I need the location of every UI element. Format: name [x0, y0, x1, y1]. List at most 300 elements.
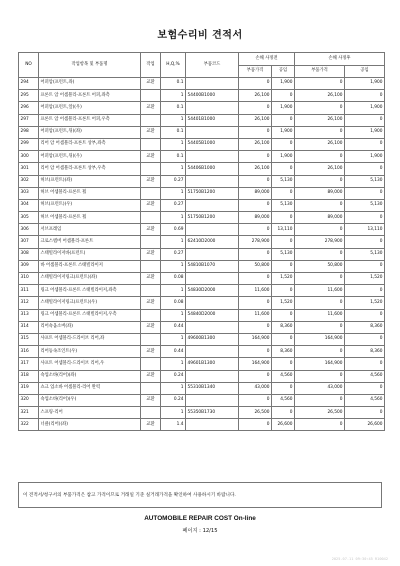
- cell-work-type: [141, 114, 161, 126]
- cell-after-part-price: 26,100: [295, 114, 345, 126]
- cell-no: 306: [19, 224, 39, 236]
- cell-part-code: [186, 321, 239, 333]
- table-row: [19, 285, 385, 297]
- cell-no: 308: [19, 248, 39, 260]
- cell-quantity: 1: [161, 407, 186, 419]
- cell-item-name: 쇽업소바(리어)(좌): [39, 370, 141, 382]
- cell-after-labor: 0: [345, 114, 385, 126]
- cell-quantity: 1: [161, 163, 186, 175]
- cell-after-labor: 0: [345, 382, 385, 394]
- cell-after-part-price: 0: [295, 102, 345, 114]
- table-header: [19, 53, 385, 78]
- table-body: [19, 78, 385, 431]
- cell-no: 303: [19, 187, 39, 199]
- cell-work-type: 교환: [141, 175, 161, 187]
- cell-after-part-price: 164,900: [295, 358, 345, 370]
- cell-item-name: 허브 어셈블리-프론트 휠: [39, 212, 141, 224]
- cell-before-part-price: 0: [239, 297, 272, 309]
- cell-no: 302: [19, 175, 39, 187]
- header-work: 작업: [141, 53, 161, 78]
- table-row: [19, 297, 385, 309]
- cell-after-part-price: 0: [295, 297, 345, 309]
- cell-part-code: 54840D2000: [186, 309, 239, 321]
- cell-work-type: 교환: [141, 297, 161, 309]
- cell-quantity: 0.1: [161, 78, 186, 90]
- cell-no: 322: [19, 419, 39, 431]
- cell-work-type: [141, 333, 161, 345]
- cell-before-labor: 1,520: [272, 297, 295, 309]
- cell-after-part-price: 164,900: [295, 333, 345, 345]
- estimate-table: [18, 52, 385, 431]
- cell-item-name: 어퍼암(프런트,좌): [39, 78, 141, 90]
- cell-item-name: 허브(프런트)(좌): [39, 175, 141, 187]
- cell-after-part-price: 0: [295, 321, 345, 333]
- cell-quantity: 0.24: [161, 370, 186, 382]
- cell-part-code: [186, 126, 239, 138]
- header-after-group: 손해 사정후: [295, 53, 385, 66]
- cell-item-name: 리어쇽옵소버(좌): [39, 321, 141, 333]
- table-row: [19, 78, 385, 90]
- cell-before-labor: 0: [272, 187, 295, 199]
- cell-part-code: 55310B1340: [186, 382, 239, 394]
- table-row: [19, 163, 385, 175]
- table-row: [19, 248, 385, 260]
- table-row: [19, 187, 385, 199]
- cell-quantity: 1: [161, 212, 186, 224]
- page-number: 페이지 : 12/15: [182, 528, 218, 534]
- cell-before-labor: 0: [272, 212, 295, 224]
- cell-after-part-price: 0: [295, 78, 345, 90]
- cell-item-name: 스태빌라이저링크(프런트)(우): [39, 297, 141, 309]
- header-before-group: 손해 사정전: [239, 53, 295, 66]
- cell-after-part-price: 43,000: [295, 382, 345, 394]
- cell-part-code: [186, 78, 239, 90]
- cell-no: 304: [19, 199, 39, 211]
- cell-item-name: 리어등속조인트(우): [39, 346, 141, 358]
- cell-part-code: 54400B1000: [186, 90, 239, 102]
- cell-quantity: 0.69: [161, 224, 186, 236]
- cell-after-labor: 0: [345, 163, 385, 175]
- cell-part-code: [186, 394, 239, 406]
- cell-before-part-price: 164,900: [239, 333, 272, 345]
- cell-item-name: 리어 암 어셈블리-프론트 상부,좌측: [39, 138, 141, 150]
- cell-before-part-price: 0: [239, 346, 272, 358]
- cell-part-code: [186, 151, 239, 163]
- cell-part-code: 49600B1300: [186, 333, 239, 345]
- cell-after-labor: 26,600: [345, 419, 385, 431]
- cell-work-type: [141, 163, 161, 175]
- table-row: [19, 382, 385, 394]
- cell-work-type: 교환: [141, 346, 161, 358]
- cell-work-type: [141, 382, 161, 394]
- cell-work-type: [141, 187, 161, 199]
- cell-work-type: 교환: [141, 199, 161, 211]
- cell-no: 309: [19, 260, 39, 272]
- cell-item-name: 너클(리어)(좌): [39, 419, 141, 431]
- table-row: [19, 419, 385, 431]
- cell-after-part-price: 0: [295, 394, 345, 406]
- cell-before-part-price: 0: [239, 248, 272, 260]
- cell-before-labor: 0: [272, 358, 295, 370]
- cell-after-part-price: 0: [295, 126, 345, 138]
- table-row: [19, 224, 385, 236]
- cell-no: 311: [19, 285, 39, 297]
- cell-no: 305: [19, 212, 39, 224]
- header-name: 작업항목 및 부품명: [39, 53, 141, 78]
- header-before-labor: 공임: [272, 66, 295, 78]
- cell-part-code: 54405B1000: [186, 138, 239, 150]
- cell-work-type: [141, 407, 161, 419]
- cell-item-name: 샤프트 어셈블리-드라이브 리어,우: [39, 358, 141, 370]
- cell-after-part-price: 0: [295, 199, 345, 211]
- cell-before-labor: 0: [272, 138, 295, 150]
- table-row: [19, 212, 385, 224]
- cell-after-part-price: 26,100: [295, 163, 345, 175]
- cell-part-code: [186, 248, 239, 260]
- cell-quantity: 1: [161, 285, 186, 297]
- cell-before-part-price: 0: [239, 151, 272, 163]
- table-row: [19, 102, 385, 114]
- cell-before-labor: 1,900: [272, 102, 295, 114]
- cell-after-part-price: 0: [295, 175, 345, 187]
- cell-before-labor: 5,130: [272, 175, 295, 187]
- cell-part-code: 54830D2000: [186, 285, 239, 297]
- cell-quantity: 0.1: [161, 102, 186, 114]
- cell-before-part-price: 0: [239, 321, 272, 333]
- cell-item-name: 샤프트 어셈블리-드라이브 리어,좌: [39, 333, 141, 345]
- cell-work-type: 교환: [141, 224, 161, 236]
- cell-quantity: 1: [161, 187, 186, 199]
- cell-before-labor: 0: [272, 114, 295, 126]
- cell-before-part-price: 26,100: [239, 163, 272, 175]
- cell-no: 307: [19, 236, 39, 248]
- cell-before-labor: 0: [272, 333, 295, 345]
- header-no: NO: [19, 53, 39, 78]
- cell-part-code: [186, 199, 239, 211]
- cell-item-name: 프론트 암 어셈블리-프론트 어퍼,우측: [39, 114, 141, 126]
- cell-after-labor: 1,900: [345, 78, 385, 90]
- cell-quantity: 0.27: [161, 175, 186, 187]
- cell-after-labor: 1,900: [345, 126, 385, 138]
- cell-work-type: [141, 309, 161, 321]
- cell-after-labor: 1,900: [345, 151, 385, 163]
- cell-after-part-price: 0: [295, 248, 345, 260]
- cell-item-name: 스태빌라이저바(프런트): [39, 248, 141, 260]
- cell-after-labor: 0: [345, 407, 385, 419]
- cell-before-part-price: 11,600: [239, 309, 272, 321]
- notice-box: [18, 482, 382, 508]
- table-row: [19, 346, 385, 358]
- cell-item-name: 허브 어셈블리-프론트 휠: [39, 187, 141, 199]
- cell-quantity: 0.08: [161, 273, 186, 285]
- cell-no: 301: [19, 163, 39, 175]
- cell-quantity: 1: [161, 114, 186, 126]
- cell-part-code: [186, 102, 239, 114]
- cell-before-labor: 1,900: [272, 126, 295, 138]
- cell-after-part-price: 0: [295, 346, 345, 358]
- table-row: [19, 321, 385, 333]
- cell-work-type: [141, 90, 161, 102]
- cell-no: 315: [19, 333, 39, 345]
- cell-part-code: 51750B1200: [186, 187, 239, 199]
- cell-part-code: [186, 419, 239, 431]
- cell-work-type: 교환: [141, 394, 161, 406]
- table-row: [19, 114, 385, 126]
- header-after-labor: 공임: [345, 66, 385, 78]
- cell-before-part-price: 0: [239, 370, 272, 382]
- cell-part-code: 55350B1730: [186, 407, 239, 419]
- cell-work-type: 교환: [141, 78, 161, 90]
- cell-work-type: 교환: [141, 419, 161, 431]
- cell-before-labor: 8,360: [272, 321, 295, 333]
- cell-after-part-price: 0: [295, 370, 345, 382]
- cell-after-part-price: 26,500: [295, 407, 345, 419]
- cell-item-name: 어퍼암(프런트,뒤)(좌): [39, 126, 141, 138]
- cell-before-part-price: 278,900: [239, 236, 272, 248]
- cell-after-part-price: 0: [295, 419, 345, 431]
- cell-before-labor: 8,360: [272, 346, 295, 358]
- table-row: [19, 138, 385, 150]
- cell-quantity: 1.4: [161, 419, 186, 431]
- table-row: [19, 151, 385, 163]
- cell-after-labor: 5,130: [345, 199, 385, 211]
- footer-brand: AUTOMOBILE REPAIR COST On-line: [144, 515, 256, 522]
- cell-after-part-price: 11,600: [295, 309, 345, 321]
- table-row: [19, 199, 385, 211]
- cell-item-name: 쇽업소바(리어)(우): [39, 394, 141, 406]
- estimate-table-container: [18, 52, 384, 431]
- cell-work-type: 교환: [141, 126, 161, 138]
- table-row: [19, 126, 385, 138]
- cell-no: 317: [19, 358, 39, 370]
- cell-part-code: [186, 370, 239, 382]
- cell-item-name: 스프링-리어: [39, 407, 141, 419]
- cell-before-part-price: 0: [239, 224, 272, 236]
- cell-work-type: 교환: [141, 273, 161, 285]
- table-row: [19, 333, 385, 345]
- cell-after-part-price: 89,000: [295, 212, 345, 224]
- cell-no: 299: [19, 138, 39, 150]
- cell-quantity: 1: [161, 382, 186, 394]
- cell-part-code: [186, 273, 239, 285]
- cell-before-part-price: 50,800: [239, 260, 272, 272]
- cell-after-labor: 4,560: [345, 370, 385, 382]
- cell-item-name: 어퍼암(프런트,앞)(우): [39, 102, 141, 114]
- cell-before-labor: 0: [272, 407, 295, 419]
- cell-after-labor: 5,130: [345, 248, 385, 260]
- table-row: [19, 90, 385, 102]
- table-row: [19, 273, 385, 285]
- cell-before-labor: 13,110: [272, 224, 295, 236]
- cell-before-part-price: 11,600: [239, 285, 272, 297]
- cell-before-part-price: 0: [239, 126, 272, 138]
- cell-before-labor: 0: [272, 309, 295, 321]
- cell-quantity: 0.44: [161, 321, 186, 333]
- cell-no: 294: [19, 78, 39, 90]
- cell-before-labor: 0: [272, 236, 295, 248]
- cell-quantity: 1: [161, 236, 186, 248]
- header-before-part-price: 부품가격: [239, 66, 272, 78]
- cell-work-type: 교환: [141, 151, 161, 163]
- cell-work-type: 교환: [141, 321, 161, 333]
- cell-work-type: [141, 260, 161, 272]
- cell-after-labor: 0: [345, 333, 385, 345]
- cell-work-type: 교환: [141, 248, 161, 260]
- cell-after-labor: 8,360: [345, 346, 385, 358]
- cell-no: 298: [19, 126, 39, 138]
- cell-before-labor: 4,560: [272, 394, 295, 406]
- cell-quantity: 1: [161, 260, 186, 272]
- cell-before-labor: 5,130: [272, 248, 295, 260]
- cell-no: 297: [19, 114, 39, 126]
- cell-work-type: [141, 138, 161, 150]
- cell-after-labor: 8,360: [345, 321, 385, 333]
- cell-no: 314: [19, 321, 39, 333]
- cell-work-type: 교환: [141, 370, 161, 382]
- cell-after-part-price: 11,600: [295, 285, 345, 297]
- cell-before-part-price: 26,100: [239, 90, 272, 102]
- cell-quantity: 0.08: [161, 297, 186, 309]
- cell-after-part-price: 50,800: [295, 260, 345, 272]
- cell-part-code: [186, 224, 239, 236]
- cell-part-code: 54406B1000: [186, 163, 239, 175]
- cell-part-code: 51750B1200: [186, 212, 239, 224]
- cell-no: 313: [19, 309, 39, 321]
- cell-before-labor: 0: [272, 382, 295, 394]
- cell-no: 310: [19, 273, 39, 285]
- cell-work-type: [141, 212, 161, 224]
- cell-after-labor: 0: [345, 212, 385, 224]
- header-qty: H,Q,%: [161, 53, 186, 78]
- cell-work-type: [141, 285, 161, 297]
- cell-before-labor: 0: [272, 163, 295, 175]
- cell-no: 319: [19, 382, 39, 394]
- cell-quantity: 1: [161, 90, 186, 102]
- cell-after-labor: 0: [345, 285, 385, 297]
- cell-quantity: 0.44: [161, 346, 186, 358]
- notice-text: 이 견적서/청구서의 부품가격은 참고 가격이므로 거래일 기준 실거래가격을 확인하여 사용하시기 바랍니다.: [23, 493, 236, 498]
- cell-before-part-price: 0: [239, 199, 272, 211]
- cell-item-name: 링크 어셈블리-프론트 스태빌라이저,좌측: [39, 285, 141, 297]
- cell-after-part-price: 26,100: [295, 138, 345, 150]
- cell-item-name: 허브(프런트)(우): [39, 199, 141, 211]
- print-stamp: 2025-07-11 09:30:45 R10042: [331, 557, 388, 561]
- cell-item-name: 리어 암 어셈블리-프론트 상부,우측: [39, 163, 141, 175]
- cell-no: 300: [19, 151, 39, 163]
- cell-part-code: 54810B1070: [186, 260, 239, 272]
- cell-quantity: 0.24: [161, 394, 186, 406]
- cell-after-labor: 0: [345, 236, 385, 248]
- cell-quantity: 0.1: [161, 151, 186, 163]
- cell-item-name: 서브프레임: [39, 224, 141, 236]
- header-code: 부품코드: [186, 53, 239, 78]
- table-row: [19, 394, 385, 406]
- cell-after-labor: 0: [345, 138, 385, 150]
- cell-part-code: [186, 297, 239, 309]
- cell-before-labor: 5,130: [272, 199, 295, 211]
- cell-part-code: 62410D2000: [186, 236, 239, 248]
- table-row: [19, 358, 385, 370]
- cell-before-labor: 26,600: [272, 419, 295, 431]
- cell-item-name: 링크 어셈블리-프론트 스태빌라이저,우측: [39, 309, 141, 321]
- table-row: [19, 175, 385, 187]
- cell-item-name: 스태빌라이저링크(프런트)(좌): [39, 273, 141, 285]
- cell-work-type: 교환: [141, 102, 161, 114]
- cell-quantity: 0.27: [161, 248, 186, 260]
- cell-after-labor: 4,560: [345, 394, 385, 406]
- cell-after-part-price: 0: [295, 273, 345, 285]
- table-row: [19, 370, 385, 382]
- table-row: [19, 260, 385, 272]
- cell-after-part-price: 26,100: [295, 90, 345, 102]
- cell-before-part-price: 26,100: [239, 114, 272, 126]
- cell-no: 312: [19, 297, 39, 309]
- cell-before-labor: 0: [272, 285, 295, 297]
- cell-after-labor: 0: [345, 260, 385, 272]
- header-after-part-price: 부품가격: [295, 66, 345, 78]
- cell-part-code: 49601B1300: [186, 358, 239, 370]
- cell-after-labor: 13,110: [345, 224, 385, 236]
- cell-no: 321: [19, 407, 39, 419]
- cell-before-part-price: 164,900: [239, 358, 272, 370]
- cell-part-code: 54401B1000: [186, 114, 239, 126]
- table-row: [19, 309, 385, 321]
- table-row: [19, 407, 385, 419]
- cell-before-labor: 1,900: [272, 151, 295, 163]
- cell-part-code: [186, 175, 239, 187]
- cell-work-type: [141, 358, 161, 370]
- cell-before-part-price: 89,000: [239, 212, 272, 224]
- cell-before-part-price: 0: [239, 78, 272, 90]
- cell-after-part-price: 89,000: [295, 187, 345, 199]
- cell-quantity: 1: [161, 309, 186, 321]
- cell-before-part-price: 43,000: [239, 382, 272, 394]
- cell-before-labor: 1,520: [272, 273, 295, 285]
- cell-after-labor: 5,130: [345, 175, 385, 187]
- cell-quantity: 1: [161, 138, 186, 150]
- cell-before-labor: 0: [272, 90, 295, 102]
- cell-no: 295: [19, 90, 39, 102]
- cell-item-name: 크로스멤버 어셈블리-프론트: [39, 236, 141, 248]
- cell-before-part-price: 0: [239, 273, 272, 285]
- cell-before-part-price: 0: [239, 419, 272, 431]
- cell-before-labor: 0: [272, 260, 295, 272]
- cell-item-name: 프론트 암 어셈블리-프론트 어퍼,좌측: [39, 90, 141, 102]
- cell-item-name: 쇼크 업소바 어셈블리-리어 완력: [39, 382, 141, 394]
- cell-quantity: 0.1: [161, 126, 186, 138]
- cell-after-labor: 0: [345, 309, 385, 321]
- cell-before-labor: 1,900: [272, 78, 295, 90]
- table-row: [19, 236, 385, 248]
- cell-after-part-price: 0: [295, 151, 345, 163]
- cell-after-labor: 0: [345, 358, 385, 370]
- cell-quantity: 1: [161, 358, 186, 370]
- cell-quantity: 1: [161, 333, 186, 345]
- cell-before-labor: 4,560: [272, 370, 295, 382]
- cell-after-labor: 0: [345, 90, 385, 102]
- cell-after-labor: 0: [345, 187, 385, 199]
- cell-work-type: [141, 236, 161, 248]
- cell-after-part-price: 278,900: [295, 236, 345, 248]
- cell-before-part-price: 0: [239, 394, 272, 406]
- cell-item-name: 어퍼암(프런트,뒤)(우): [39, 151, 141, 163]
- cell-after-labor: 1,900: [345, 102, 385, 114]
- cell-no: 318: [19, 370, 39, 382]
- cell-before-part-price: 0: [239, 175, 272, 187]
- cell-part-code: [186, 346, 239, 358]
- cell-before-part-price: 89,000: [239, 187, 272, 199]
- cell-quantity: 0.27: [161, 199, 186, 211]
